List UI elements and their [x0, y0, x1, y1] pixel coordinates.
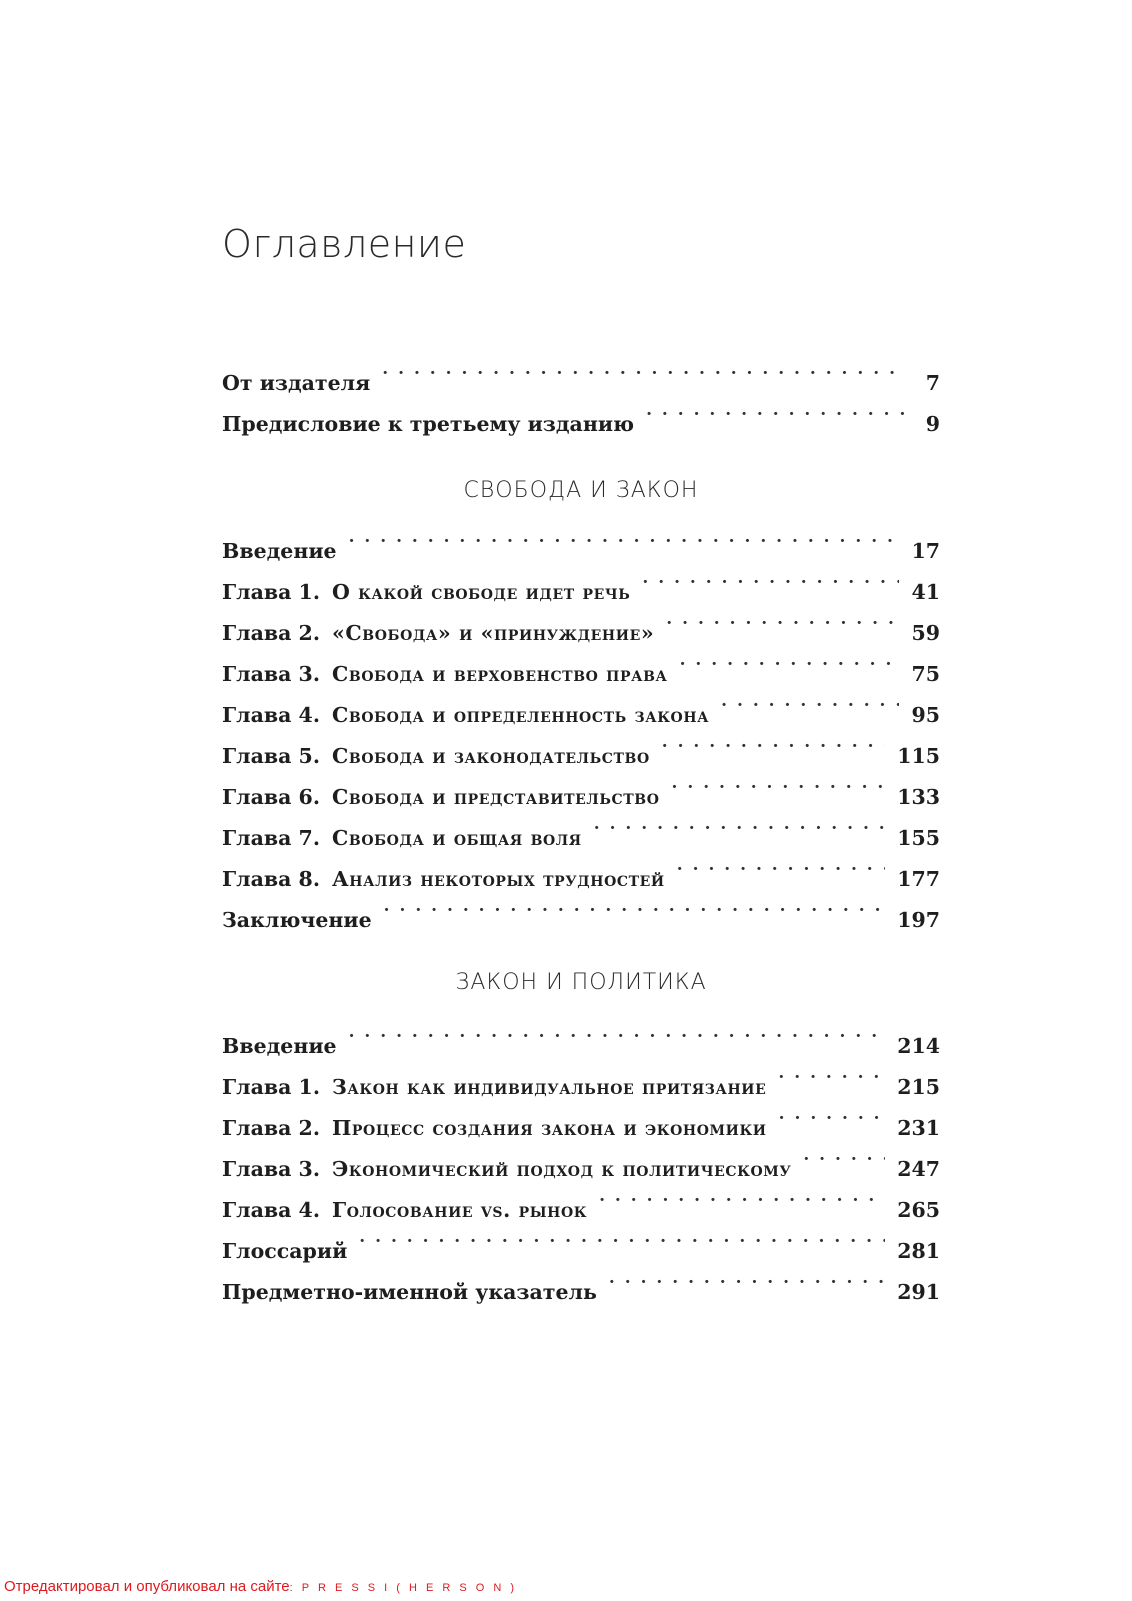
page-number: 214	[897, 1034, 940, 1058]
chapter-number: Глава 7.	[222, 826, 320, 850]
page-number: 115	[897, 744, 940, 768]
page-number: 265	[897, 1198, 940, 1222]
toc-entry[interactable]	[222, 1012, 940, 1058]
page-number: 231	[897, 1116, 940, 1140]
page-number: 155	[897, 826, 940, 850]
dot-leader	[680, 640, 900, 681]
footer-credit-text: Отредактировал и опубликовал на сайте	[4, 1578, 290, 1595]
chapter-number: Глава 2.	[222, 621, 320, 645]
chapter-number: Глава 3.	[222, 1157, 320, 1181]
chapter-title: Экономический подход к политическому	[331, 1157, 792, 1181]
chapter-title: Свобода и определенность закона	[331, 703, 710, 727]
dot-leader	[779, 1094, 886, 1135]
dot-leader	[609, 1258, 885, 1299]
chapter-number: Глава 5.	[222, 744, 320, 768]
page-number: 9	[925, 412, 940, 436]
chapter-number: Глава 6.	[222, 785, 320, 809]
toc-entry-label	[222, 654, 668, 695]
page-number: 75	[911, 662, 940, 686]
toc-part2	[222, 1012, 940, 1304]
chapter-title: Свобода и общая воля	[331, 826, 582, 850]
toc-entry-label	[222, 736, 650, 777]
chapter-title: Голосование vs. рынок	[331, 1198, 588, 1222]
toc-part1	[222, 517, 940, 932]
page-title: Оглавление	[222, 222, 467, 266]
chapter-number: Глава 2.	[222, 1116, 320, 1140]
page-number: 247	[897, 1157, 940, 1181]
toc-front-matter	[222, 349, 940, 436]
chapter-title: Анализ некоторых трудностей	[331, 867, 665, 891]
dot-leader	[642, 558, 899, 599]
chapter-number: Глава 4.	[222, 703, 320, 727]
footer-credit	[4, 1578, 517, 1595]
dot-leader	[599, 1176, 885, 1217]
chapter-number: Глава 4.	[222, 1198, 320, 1222]
dot-leader	[646, 390, 904, 431]
chapter-title: «Свобода» и «принуждение»	[331, 621, 655, 645]
toc-entry-label: Глоссарий	[222, 1239, 348, 1263]
section-heading-part2: ЗАКОН И ПОЛИТИКА	[455, 970, 707, 995]
dot-leader	[349, 517, 900, 558]
toc-entry-label	[222, 613, 654, 654]
page-number: 41	[911, 580, 940, 604]
toc-entry[interactable]	[222, 349, 940, 395]
page-number: 177	[897, 867, 940, 891]
dot-leader	[666, 599, 899, 640]
dot-leader	[778, 1053, 885, 1094]
toc-entry-label	[222, 1108, 767, 1149]
page-number: 17	[911, 539, 940, 563]
page-number: 95	[911, 703, 940, 727]
toc-entry-label: Введение	[222, 1034, 337, 1058]
dot-leader	[662, 722, 885, 763]
page-number: 291	[897, 1280, 940, 1304]
toc-entry-label	[222, 1067, 766, 1108]
chapter-title: Свобода и представительство	[331, 785, 660, 809]
chapter-title: О какой свободе идет речь	[331, 580, 631, 604]
chapter-number: Глава 1.	[222, 580, 320, 604]
toc-entry-label: Предисловие к третьему изданию	[222, 412, 635, 436]
chapter-number: Глава 3.	[222, 662, 320, 686]
chapter-number: Глава 1.	[222, 1075, 320, 1099]
chapter-title: Закон как индивидуальное притязание	[331, 1075, 767, 1099]
page-number: 59	[911, 621, 940, 645]
toc-entry-label	[222, 818, 582, 859]
page-number: 7	[925, 371, 940, 395]
dot-leader	[721, 681, 899, 722]
dot-leader	[382, 349, 904, 390]
chapter-title: Процесс создания закона и экономики	[331, 1116, 767, 1140]
page-number: 197	[897, 908, 940, 932]
dot-leader	[672, 763, 886, 804]
dot-leader	[677, 845, 885, 886]
footer-credit-site: : P R E S S I ( H E R S O N )	[289, 1582, 518, 1594]
toc-entry-label	[222, 572, 630, 613]
toc-entry-label: Введение	[222, 539, 337, 563]
chapter-number: Глава 8.	[222, 867, 320, 891]
dot-leader	[349, 1012, 886, 1053]
dot-leader	[803, 1135, 885, 1176]
dot-leader	[359, 1217, 885, 1258]
chapter-title: Свобода и законодательство	[331, 744, 650, 768]
page-number: 215	[897, 1075, 940, 1099]
dot-leader	[384, 886, 886, 927]
page-number: 133	[897, 785, 940, 809]
toc-entry-label	[222, 695, 709, 736]
toc-entry-label: Предметно-именной указатель	[222, 1280, 597, 1304]
toc-entry-label: Заключение	[222, 908, 372, 932]
section-heading-part1: СВОБОДА И ЗАКОН	[463, 478, 699, 503]
toc-entry[interactable]	[222, 517, 940, 563]
page-number: 281	[897, 1239, 940, 1263]
toc-entry-label: От издателя	[222, 371, 371, 395]
chapter-title: Свобода и верховенство права	[331, 662, 668, 686]
dot-leader	[594, 804, 885, 845]
